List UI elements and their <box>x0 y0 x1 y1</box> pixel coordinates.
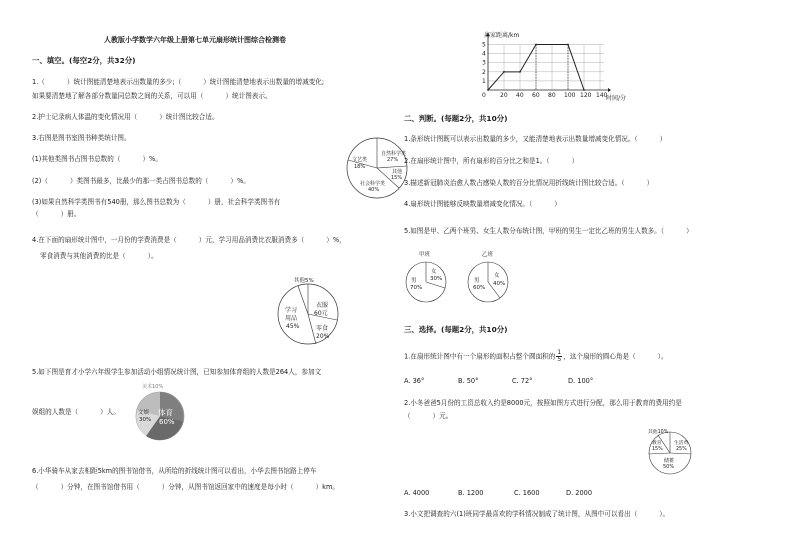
x-tick-label: 80 <box>548 92 556 99</box>
fill-q1-line2: 如果要清楚地了解各部分数量同总数之间的关系，可以用（ ）统计图表示。 <box>32 92 272 100</box>
pie-label-yifu-amt: 60元 <box>314 310 328 317</box>
judge-q4: 4.扇形统计图能够反映数量增减变化情况。（ ） <box>404 200 561 208</box>
fill-q5-line2: 娱组的人数是（ ）人。 <box>32 408 120 416</box>
pie-label-nv-pct: 30% <box>430 276 443 282</box>
choice-q1: 1.在扇形统计图中有一个扇形的面积占整个圆面积的 $\frac{1}{5}$ ，这个扇形的圆心角是（ ）。 <box>404 349 668 363</box>
pie-label-qita-pct: 15% <box>391 175 403 181</box>
choice-q1-option-a[interactable]: A. 36° <box>404 377 425 385</box>
choice-q3: 3.小文把调查的六(1)班同学最喜欢的学科情况制成了统计图，从图中可以看出（ ）。 <box>404 510 670 518</box>
distance-time-line-chart <box>474 30 627 104</box>
fill-q5-line1: 5.如下图是育才小学六年级学生参加活动小组情况统计图，已知参加体育组的人数是264人，参加文 <box>32 368 322 376</box>
x-tick-label: 100 <box>564 92 576 99</box>
x-tick-label: 0 <box>482 92 486 99</box>
y-tick-label: 4 <box>482 50 486 58</box>
class-b-pie-title: 乙班 <box>482 252 494 258</box>
choice-q2-line1: 2.小冬爸爸5月份的工资总收入约是8000元，按照如图方式进行分配，那么用于教育的费用约是 <box>404 399 682 407</box>
choice-q2-option-a[interactable]: A. 4000 <box>404 489 430 497</box>
section-judge-heading: 二、判断。(每题2分，共10分) <box>404 114 508 123</box>
fill-q6-line2: （ ）分钟，在图书馆借书用（ ）分钟，从图书馆返回家中的速度是每小时（ ）km。 <box>32 483 340 491</box>
pie-label-shenghuo: 生活费 <box>674 441 689 446</box>
fill-q3-sub1: (1)其他类图书占图书总数的（ ）%。 <box>32 155 162 163</box>
pie-label-ziran: 自然科学类 <box>381 151 407 157</box>
pie-label-wenyi: 文艺类 <box>352 157 368 163</box>
pie-label-nan-pct: 70% <box>410 285 423 291</box>
pie-label-chuxu: 储蓄 <box>664 458 675 464</box>
x-axis-arrow <box>608 88 611 92</box>
fill-q3-sub3: (3)如果自然科学类图书有540册，那么图书总数为（ ）册，社会科学类图书有 <box>32 198 281 206</box>
fill-q3-sub2: (2)（ ）类图书最多，比最少的那一类占图书总数的（ ）%。 <box>32 177 250 185</box>
choice-q1-option-b[interactable]: B. 50° <box>458 377 479 385</box>
page-title: 人教版小学数学六年级上册第七单元扇形统计图综合检测卷 <box>104 36 286 44</box>
judge-q5: 5.如图是甲、乙两个班男、女生人数分布统计图，甲班的男生一定比乙班的男生人数多。（ ） <box>404 227 693 235</box>
fill-q1-line1: 1.（ ）统计图能清楚地表示出数量的多少;（ ）统计图能清楚地表示出数量的增减变化; <box>32 78 325 86</box>
expense-pie-chart <box>276 282 340 346</box>
judge-q1: 1.条形统计图既可以表示出数量的多少，又能清楚地表示出数量增减变化情况。（ ） <box>404 135 667 143</box>
pie-label-tiyu: 体育 <box>158 408 173 417</box>
pie-label-qita-10pct: 其他10% <box>648 430 669 435</box>
choice-q1-option-c[interactable]: C. 72° <box>512 377 533 385</box>
class-b-gender-pie-chart <box>466 260 510 304</box>
fill-q2: 2.护士记录病人体温的变化情况用（ ）统计图比较合适。 <box>32 113 219 121</box>
section-choice-heading: 三、选择。(每题2分，共10分) <box>404 325 508 334</box>
choice-q2-line2: （ ）元。 <box>404 412 453 420</box>
y-tick-label: 1 <box>482 77 486 85</box>
pie-label-jiaoyu: 教育 <box>652 441 662 446</box>
class-a-pie-title: 甲班 <box>419 252 431 258</box>
judge-q2: 2.在扇形统计图中，所有扇形的百分比之和是1。（ ） <box>404 157 579 165</box>
x-tick-label: 20 <box>500 92 508 99</box>
pie-label-nan-pct: 60% <box>473 285 486 291</box>
choice-q2-option-c[interactable]: C. 1600 <box>514 489 540 497</box>
pie-label-nan: 男 <box>411 278 417 284</box>
choice-q2-option-b[interactable]: B. 1200 <box>458 489 484 497</box>
pie-label-qita: 其他 <box>392 169 403 175</box>
pie-label-yifu: 衣服 <box>316 302 329 309</box>
activity-group-pie-chart <box>134 390 186 442</box>
pie-label-ziran-pct: 27% <box>387 157 399 163</box>
x-tick-label: 60 <box>532 92 540 99</box>
chart-x-axis-label: 时间/分 <box>606 95 627 102</box>
pie-label-lingshi-pct: 20% <box>316 333 330 340</box>
book-category-pie-chart <box>344 136 410 200</box>
pie-label-chuxu-pct: 50% <box>663 464 675 470</box>
pie-label-nan: 男 <box>474 278 480 284</box>
pie-label-shenghuo-pct: 25% <box>676 447 687 452</box>
fill-q4-line1: 4.在下面的扇形统计图中，一月份的学费消费是（ ）元，学习用品消费比衣服消费多（ ）%， <box>32 236 346 244</box>
salary-pie-chart <box>644 430 696 476</box>
pie-label-wenyu-pct: 30% <box>139 417 152 423</box>
pie-label-nv: 女 <box>431 269 437 275</box>
pie-label-nv-pct: 40% <box>493 281 506 287</box>
pie-label-xuexi-pct: 45% <box>286 323 300 330</box>
pie-label-shehui-pct: 40% <box>368 187 380 193</box>
y-tick-label: 2 <box>482 68 486 76</box>
choice-q2-option-d[interactable]: D. 2000 <box>566 489 593 497</box>
fraction-one-fifth: $\frac{1}{5}$ <box>557 349 562 363</box>
pie-label-xuexi-2: 用品 <box>285 315 298 322</box>
choice-q1-option-d[interactable]: D. 100° <box>568 377 594 385</box>
judge-q3: 3.描述新冠肺炎治愈人数占感染人数的百分比情况用折线统计图比较合适。（ ） <box>404 179 654 187</box>
pie-label-xuexi: 学习 <box>285 307 298 314</box>
pie-label-jiaoyu-pct: 15% <box>652 447 663 452</box>
class-a-gender-pie-chart <box>404 260 448 304</box>
pie-label-meishu: 美术10% <box>142 384 164 390</box>
section-fill-blank-heading: 一、填空。(每空2分，共32分) <box>32 56 136 65</box>
x-tick-label: 120 <box>580 92 592 99</box>
pie-label-tiyu-pct: 60% <box>159 418 175 426</box>
fill-q3-intro: 3.右图是图书室图书种类统计图。 <box>32 134 131 142</box>
pie-label-nv: 女 <box>494 273 500 279</box>
chart-y-axis-label: 离家距离/km <box>484 32 520 39</box>
pie-label-wenyu: 文娱 <box>138 410 150 416</box>
fill-q4-line2: 零食消费与其他消费的比是（ ）。 <box>40 252 158 260</box>
fill-q3-sub3-cont: （ ）册。 <box>32 210 81 218</box>
x-tick-label: 40 <box>516 92 524 99</box>
pie-label-lingshi: 零食 <box>316 325 329 332</box>
pie-label-qita-5pct: 其他5% <box>294 278 314 284</box>
y-tick-label: 3 <box>482 59 486 67</box>
pie-label-shehui: 社会科学类 <box>360 181 386 187</box>
x-tick-label: 140 <box>596 92 608 99</box>
pie-label-wenyi-pct: 18% <box>354 164 366 170</box>
fill-q6-line1: 6.小华骑车从家去相距5km的图书馆借书，从所给的折线统计图可以看出，小华去图书馆路上停车 <box>32 467 317 475</box>
y-tick-label: 5 <box>482 41 486 49</box>
